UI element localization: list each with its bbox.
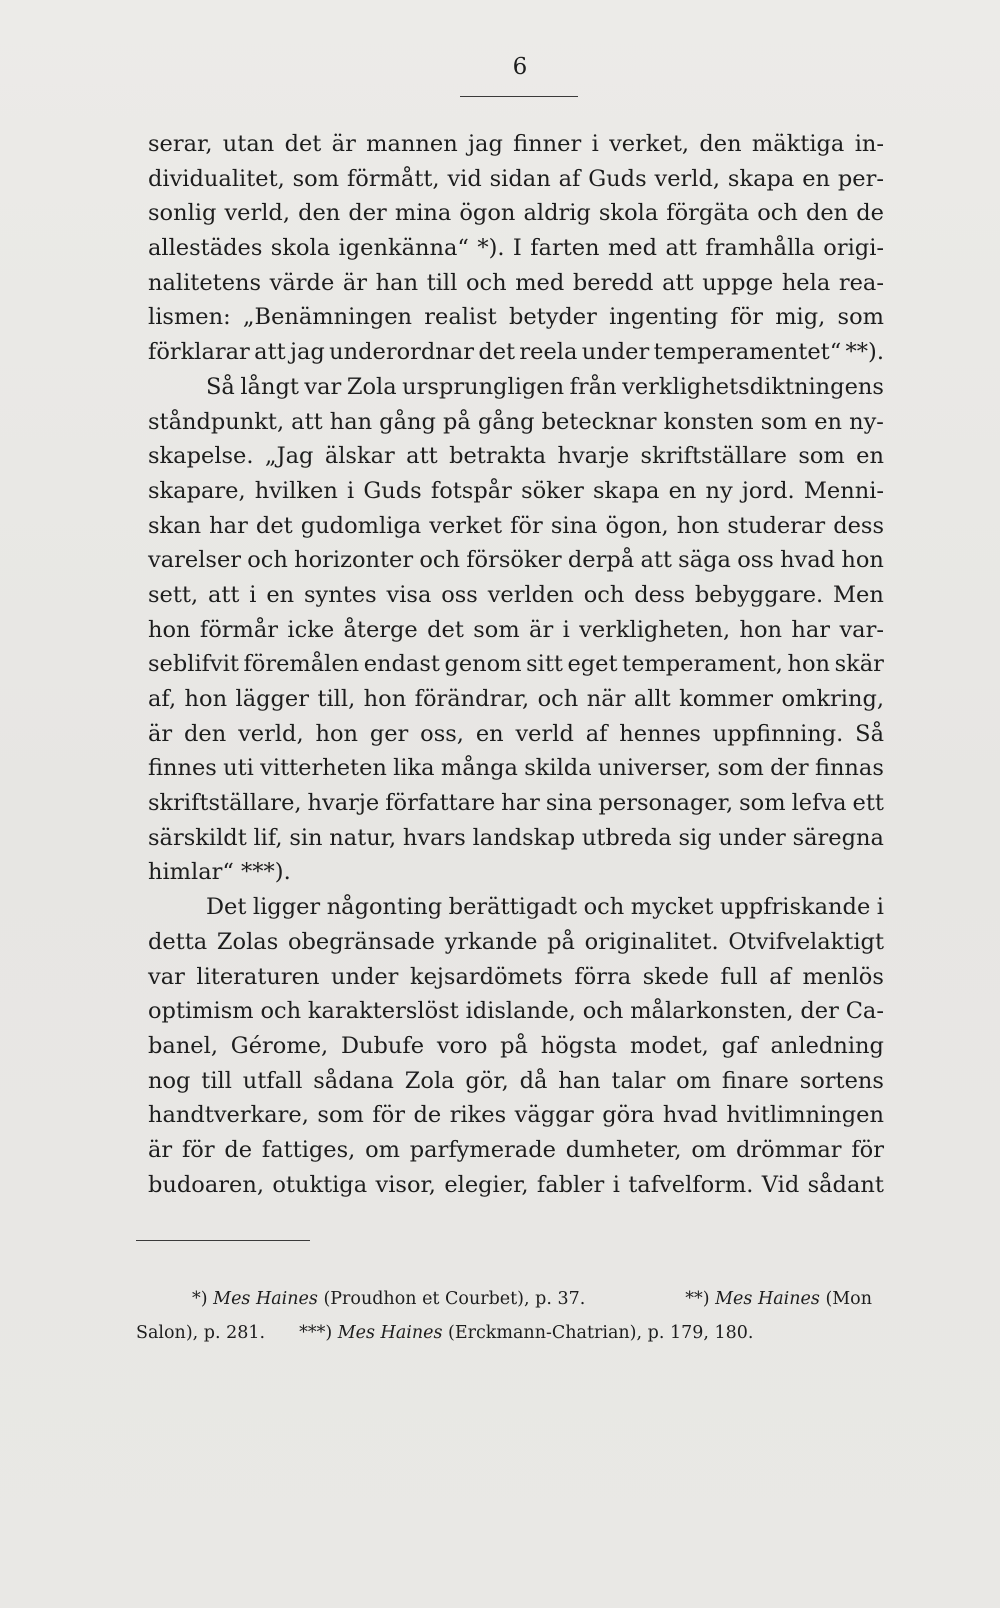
footnote-marker: ***) [299, 1323, 333, 1343]
text-line: sett, att i en syntes visa oss verlden och dess bebyggare. Men [148, 581, 884, 608]
text-line: seblifvit föremålen endast genom sitt eget temperament, hon skär [148, 651, 884, 678]
text-line: särskildt lif, sin natur, hvars landskap utbreda sig under säregna [148, 824, 884, 851]
text-line: optimism och karakterslöst idislande, och målarkonsten, der Ca- [148, 998, 884, 1025]
text-line: nalitetens värde är han till och med beredd att uppge hela rea- [148, 269, 884, 296]
text-line: finnes uti vitterheten lika många skilda universer, som der finnas [148, 755, 884, 782]
text-line: Det ligger någonting berättigadt och mycket uppfriskande i [206, 894, 884, 921]
header-rule [460, 96, 578, 97]
text-line: förklarar att jag underordnar det reela under temperamentet“ **). [148, 339, 884, 366]
footnote-rule [136, 1240, 310, 1241]
page-number: 6 [512, 54, 528, 80]
footnote-3 [299, 1316, 753, 1350]
text-line: är den verld, hon ger oss, en verld af hennes uppfinning. Så [148, 720, 884, 747]
text-line: var literaturen under kejsardömets förra skede full af menlös [148, 963, 884, 990]
text-line: skan har det gudomliga verket för sina ögon, hon studerar dess [148, 512, 884, 539]
text-line: banel, Gérome, Dubufe voro på högsta modet, gaf anledning [148, 1032, 884, 1059]
text-line: skapelse. „Jag älskar att betrakta hvarje skriftställare som en [148, 443, 884, 470]
footnote-reference: (Mon [825, 1289, 872, 1309]
text-line: lismen: „Benämningen realist betyder ingenting för mig, som [148, 304, 884, 331]
text-line: dividualitet, som förmått, vid sidan af Guds verld, skapa en per- [148, 165, 884, 192]
text-line: budoaren, otuktiga visor, elegier, fabler i tafvelform. Vid sådant [148, 1171, 884, 1198]
body-text [148, 127, 884, 1202]
text-line: skriftställare, hvarje författare har sina personager, som lefva ett [148, 790, 884, 817]
footnote-work-title: Mes Haines [715, 1289, 820, 1309]
text-line: himlar“ ***). [148, 859, 291, 886]
text-line: nog till utfall sådana Zola gör, då han talar om finare sortens [148, 1067, 884, 1094]
footnote-2 [685, 1282, 872, 1316]
text-line: allestädes skola igenkänna“ *). I farten med att framhålla origi- [148, 235, 884, 262]
footnote-reference: (Erckmann-Chatrian), p. 179, 180. [448, 1323, 754, 1343]
footnote-1 [192, 1282, 585, 1316]
footnote-work-title: Mes Haines [213, 1289, 318, 1309]
footnote-marker: **) [685, 1289, 710, 1309]
footnote-line [136, 1282, 872, 1316]
text-line: Så långt var Zola ursprungligen från verklighetsdiktningens [206, 373, 884, 400]
text-line: skapare, hvilken i Guds fotspår söker skapa en ny jord. Menni- [148, 477, 884, 504]
text-line: ståndpunkt, att han gång på gång betecknar konsten som en ny- [148, 408, 884, 435]
footnote-work-title: Mes Haines [337, 1323, 443, 1343]
footnote-marker: *) [192, 1289, 208, 1309]
text-line: hon förmår icke återge det som är i verkligheten, hon har var- [148, 616, 884, 643]
text-line: af, hon lägger till, hon förändrar, och när allt kommer omkring, [148, 686, 884, 712]
text-line: sonlig verld, den der mina ögon aldrig skola förgäta och den de [148, 200, 884, 227]
text-line: detta Zolas obegränsade yrkande på originalitet. Otvifvelaktigt [148, 928, 884, 955]
footnotes [136, 1282, 872, 1350]
footnote-line [136, 1316, 872, 1350]
text-line: serar, utan det är mannen jag finner i verket, den mäktiga in- [148, 131, 884, 157]
text-line: varelser och horizonter och försöker derpå att säga oss hvad hon [148, 547, 884, 574]
footnote-reference: Salon), p. 281. [136, 1323, 266, 1343]
text-line: är för de fattiges, om parfymerade dumheter, om drömmar för [148, 1136, 884, 1163]
text-line: handtverkare, som för de rikes väggar göra hvad hvitlimningen [148, 1102, 884, 1129]
footnote-reference: (Proudhon et Courbet), p. 37. [323, 1289, 586, 1309]
